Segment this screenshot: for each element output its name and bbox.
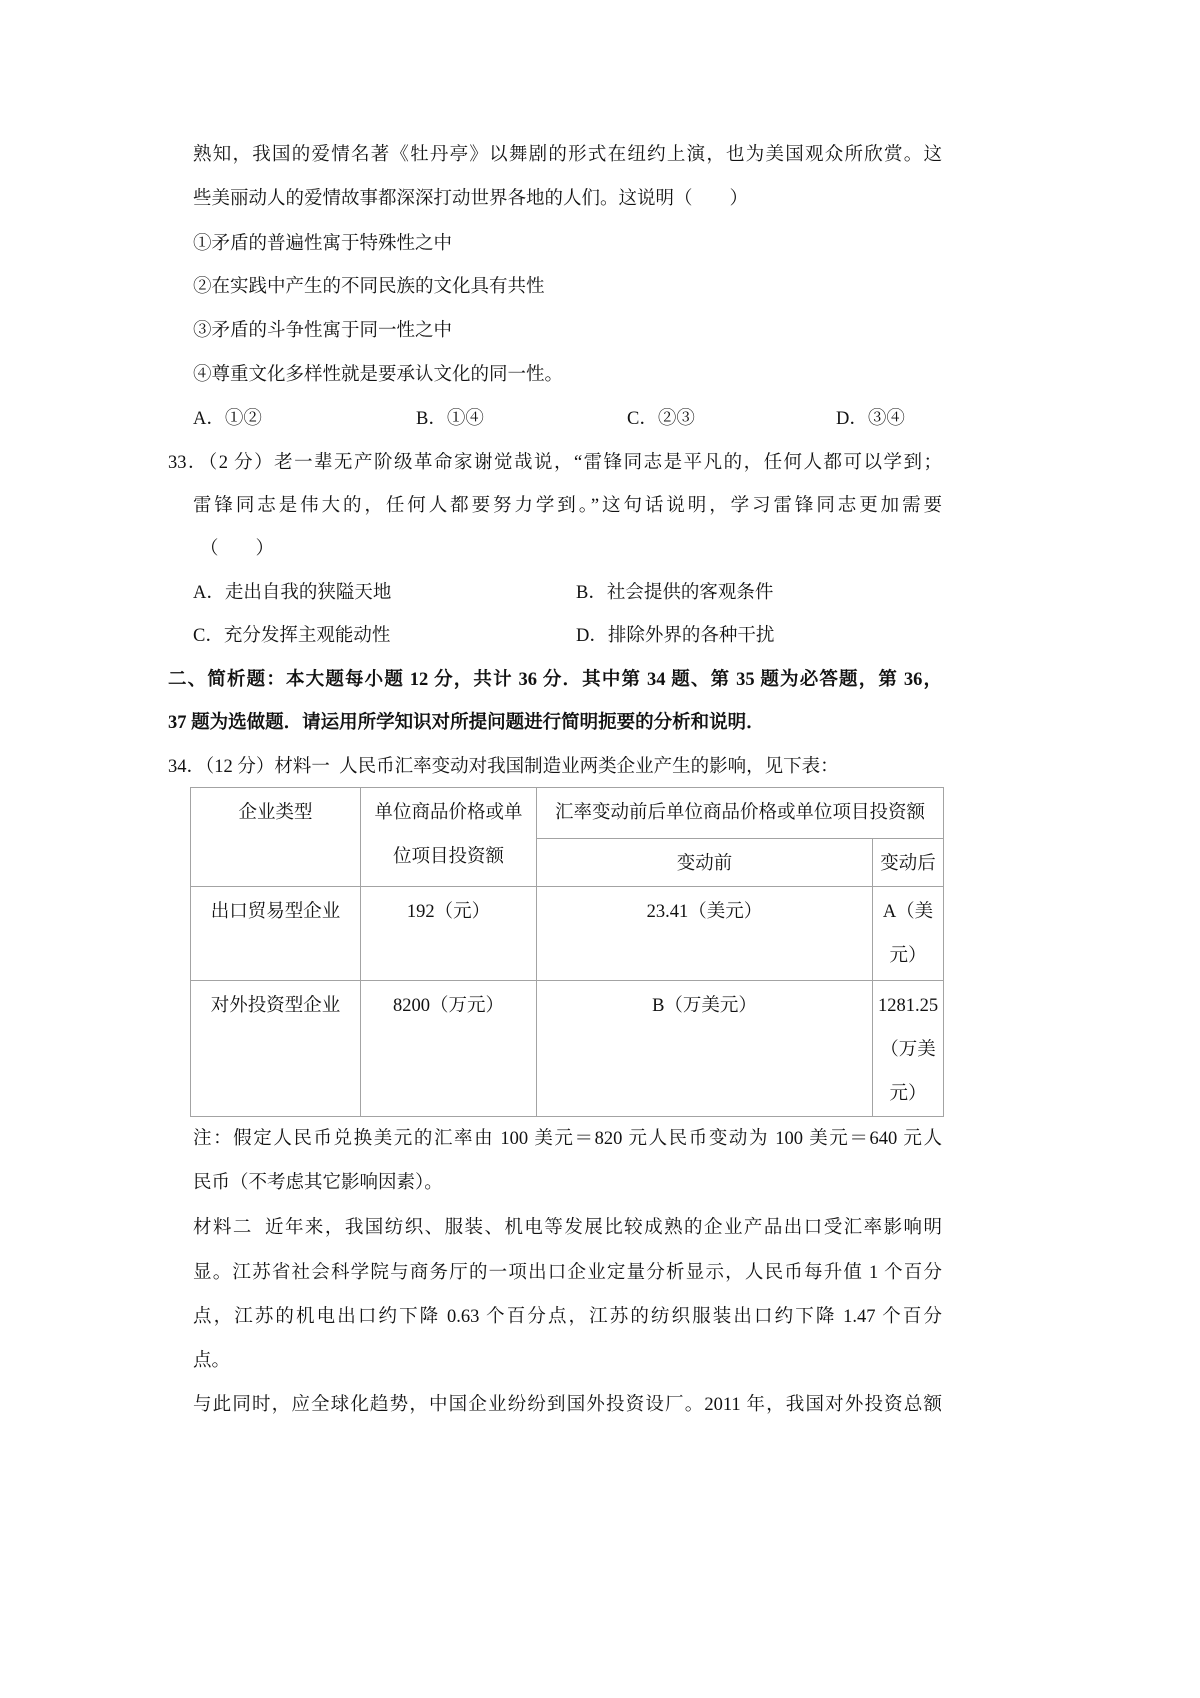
q33-option-a: A．走出自我的狭隘天地 <box>193 583 392 603</box>
cell-after: 1281.25（万美元） <box>873 981 944 1117</box>
q33-option-d: D．排除外界的各种干扰 <box>576 626 775 646</box>
header-after: 变动后 <box>873 839 944 887</box>
q33-option-c: C．充分发挥主观能动性 <box>193 626 391 646</box>
cell-before: 23.41（美元） <box>537 887 873 981</box>
q34-continuation-line-1: 与此同时，应全球化趋势，中国企业纷纷到国外投资设厂。2011 年，我国对外投资总额 <box>193 1395 942 1415</box>
header-before: 变动前 <box>537 839 873 887</box>
q34-intro: 34．（12 分）材料一 人民币汇率变动对我国制造业两类企业产生的影响，见下表： <box>168 757 839 777</box>
q32-statement-2: ②在实践中产生的不同民族的文化具有共性 <box>193 277 545 297</box>
q33-answer-blank: （ ） <box>200 539 275 559</box>
q32-option-c: C．②③ <box>627 409 695 429</box>
q34-material-2-line-1: 材料二 近年来，我国纺织、服装、机电等发展比较成熟的企业产品出口受汇率影响明 <box>193 1218 942 1238</box>
section-2-heading-line-2: 37 题为选做题．请运用所学知识对所提问题进行简明扼要的分析和说明． <box>168 713 765 733</box>
exchange-rate-impact-table <box>190 787 944 1117</box>
q32-option-d: D．③④ <box>836 409 905 429</box>
table-header-row <box>191 788 944 839</box>
q32-statement-4: ④尊重文化多样性就是要承认文化的同一性。 <box>193 365 564 385</box>
q33-stem-line-2: 雷锋同志是伟大的，任何人都要努力学到。”这句话说明，学习雷锋同志更加需要 <box>193 496 942 516</box>
cell-before: B（万美元） <box>537 981 873 1117</box>
header-unit-value: 单位商品价格或单位项目投资额 <box>361 788 537 887</box>
section-2-heading-line-1: 二、简析题：本大题每小题 12 分，共计 36 分．其中第 34 题、第 35 题为必答题，第 36， <box>168 670 942 690</box>
q32-option-a: A．①② <box>193 409 262 429</box>
q32-statement-1: ①矛盾的普遍性寓于特殊性之中 <box>193 234 453 254</box>
q34-note-line-1: 注：假定人民币兑换美元的汇率由 100 美元＝820 元人民币变动为 100 美元＝640 元人 <box>193 1129 942 1149</box>
cell-unit-value: 8200（万元） <box>361 981 537 1117</box>
cell-unit-value: 192（元） <box>361 887 537 981</box>
header-change-group: 汇率变动前后单位商品价格或单位项目投资额 <box>537 788 944 839</box>
cell-enterprise-type: 出口贸易型企业 <box>191 887 361 981</box>
q32-stem-line-1: 熟知，我国的爱情名著《牡丹亭》以舞剧的形式在纽约上演，也为美国观众所欣赏。这 <box>193 145 942 165</box>
q32-stem-line-2: 些美丽动人的爱情故事都深深打动世界各地的人们。这说明（ ） <box>193 189 749 209</box>
q34-material-2-line-2: 显。江苏省社会科学院与商务厅的一项出口企业定量分析显示，人民币每升值 1 个百分 <box>193 1263 942 1283</box>
q33-option-b: B．社会提供的客观条件 <box>576 583 774 603</box>
cell-enterprise-type: 对外投资型企业 <box>191 981 361 1117</box>
q32-statement-3: ③矛盾的斗争性寓于同一性之中 <box>193 321 453 341</box>
header-enterprise-type: 企业类型 <box>191 788 361 887</box>
q32-option-b: B．①④ <box>416 409 484 429</box>
q34-note-line-2: 民币（不考虑其它影响因素）。 <box>193 1173 443 1193</box>
q34-material-2-line-3: 点，江苏的机电出口约下降 0.63 个百分点，江苏的纺织服装出口约下降 1.47 个百分 <box>193 1307 942 1327</box>
cell-after: A（美元） <box>873 887 944 981</box>
q33-stem-line-1: 33．（2 分）老一辈无产阶级革命家谢觉哉说，“雷锋同志是平凡的，任何人都可以学到； <box>168 453 942 473</box>
table-row <box>191 981 944 1117</box>
q34-material-2-line-4: 点。 <box>193 1351 231 1371</box>
table-row <box>191 887 944 981</box>
